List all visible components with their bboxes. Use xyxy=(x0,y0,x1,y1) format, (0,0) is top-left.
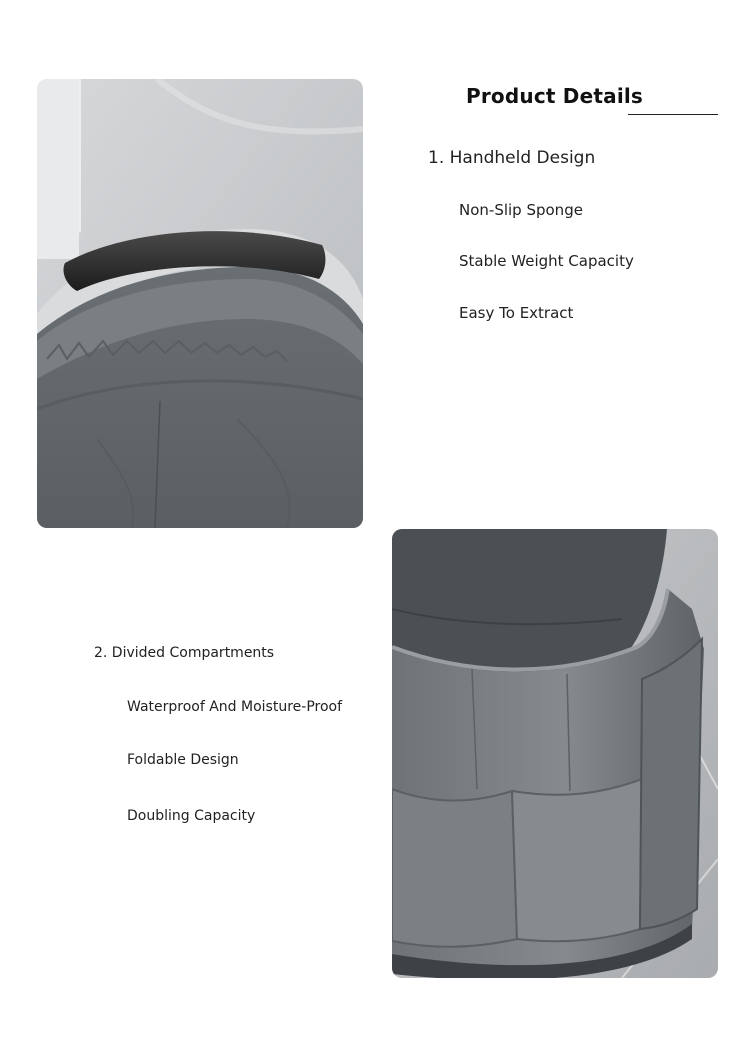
section-1-heading: 1. Handheld Design xyxy=(428,148,596,168)
section-1-item: Non-Slip Sponge xyxy=(459,201,583,219)
section-2-item: Doubling Capacity xyxy=(127,808,256,824)
section-1-item: Stable Weight Capacity xyxy=(459,252,634,270)
product-photo-handle xyxy=(37,79,363,528)
bucket-pockets-image xyxy=(392,529,718,978)
page-title: Product Details xyxy=(466,84,644,108)
title-divider xyxy=(628,114,718,115)
section-2-heading: 2. Divided Compartments xyxy=(94,645,275,661)
section-2-item: Waterproof And Moisture-Proof xyxy=(127,699,343,715)
section-2-item: Foldable Design xyxy=(127,752,239,768)
section-1-item: Easy To Extract xyxy=(459,304,574,322)
product-photo-compartments xyxy=(392,529,718,978)
bucket-handle-image xyxy=(37,79,363,528)
